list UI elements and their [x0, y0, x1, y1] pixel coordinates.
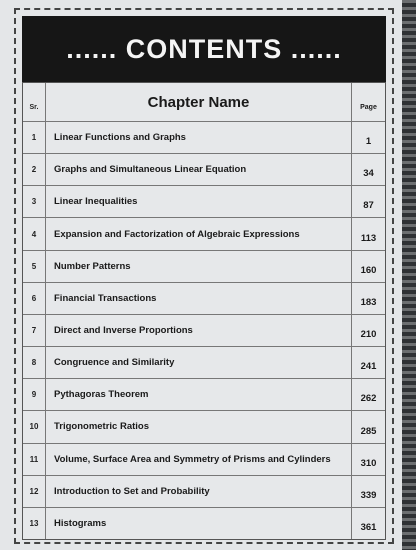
page-title: ...... CONTENTS ...... — [66, 33, 342, 64]
chapter-page: 361 — [351, 508, 385, 539]
table-row — [23, 154, 385, 186]
table-header-row — [23, 83, 385, 122]
table-row — [23, 411, 385, 443]
chapter-number: 3 — [31, 197, 37, 207]
chapter-name: Direct and Inverse Proportions — [45, 315, 351, 346]
column-header-sr: Sr. — [29, 104, 39, 111]
chapter-name: Trigonometric Ratios — [45, 411, 351, 442]
chapter-page: 210 — [351, 315, 385, 346]
chapter-number: 4 — [31, 229, 37, 239]
chapter-page: 262 — [351, 379, 385, 410]
chapter-page: 310 — [351, 444, 385, 475]
table-row — [23, 508, 385, 539]
table-row — [23, 476, 385, 508]
chapter-page: 285 — [351, 411, 385, 442]
chapter-name: Expansion and Factorization of Algebraic Expressions — [45, 218, 351, 249]
chapter-page: 183 — [351, 283, 385, 314]
table-row — [23, 122, 385, 154]
chapter-name: Graphs and Simultaneous Linear Equation — [45, 154, 351, 185]
chapter-number: 8 — [31, 358, 37, 368]
chapter-name: Linear Functions and Graphs — [45, 122, 351, 153]
table-row — [23, 283, 385, 315]
chapter-name: Number Patterns — [45, 251, 351, 282]
book-spine — [402, 0, 416, 550]
column-header-chapter-name: Chapter Name — [45, 83, 351, 121]
chapter-page: 1 — [351, 122, 385, 153]
table-row — [23, 251, 385, 283]
chapter-number: 7 — [31, 326, 37, 336]
table-row — [23, 379, 385, 411]
chapter-name: Linear Inequalities — [45, 186, 351, 217]
table-row — [23, 315, 385, 347]
chapter-number: 6 — [31, 293, 37, 303]
chapter-name: Introduction to Set and Probability — [45, 476, 351, 507]
chapter-name: Financial Transactions — [45, 283, 351, 314]
chapter-name: Histograms — [45, 508, 351, 539]
chapter-number: 11 — [29, 454, 39, 464]
chapter-page: 160 — [351, 251, 385, 282]
column-header-page: Page — [351, 83, 385, 121]
chapter-name: Pythagoras Theorem — [45, 379, 351, 410]
chapter-number: 10 — [29, 422, 39, 432]
table-row — [23, 218, 385, 250]
table-row — [23, 347, 385, 379]
table-row — [23, 186, 385, 218]
contents-header — [22, 16, 386, 82]
chapter-number: 13 — [29, 518, 39, 528]
contents-table — [22, 82, 386, 540]
chapter-page: 241 — [351, 347, 385, 378]
chapter-page: 113 — [351, 218, 385, 249]
chapter-number: 5 — [31, 261, 37, 271]
chapter-page: 87 — [351, 186, 385, 217]
chapter-number: 12 — [29, 486, 39, 496]
chapter-number: 1 — [31, 133, 37, 143]
table-row — [23, 444, 385, 476]
chapter-name: Congruence and Similarity — [45, 347, 351, 378]
chapter-page: 34 — [351, 154, 385, 185]
chapter-number: 9 — [31, 390, 37, 400]
chapter-name: Volume, Surface Area and Symmetry of Prisms and Cylinders — [45, 444, 351, 475]
chapter-page: 339 — [351, 476, 385, 507]
chapter-number: 2 — [31, 165, 37, 175]
